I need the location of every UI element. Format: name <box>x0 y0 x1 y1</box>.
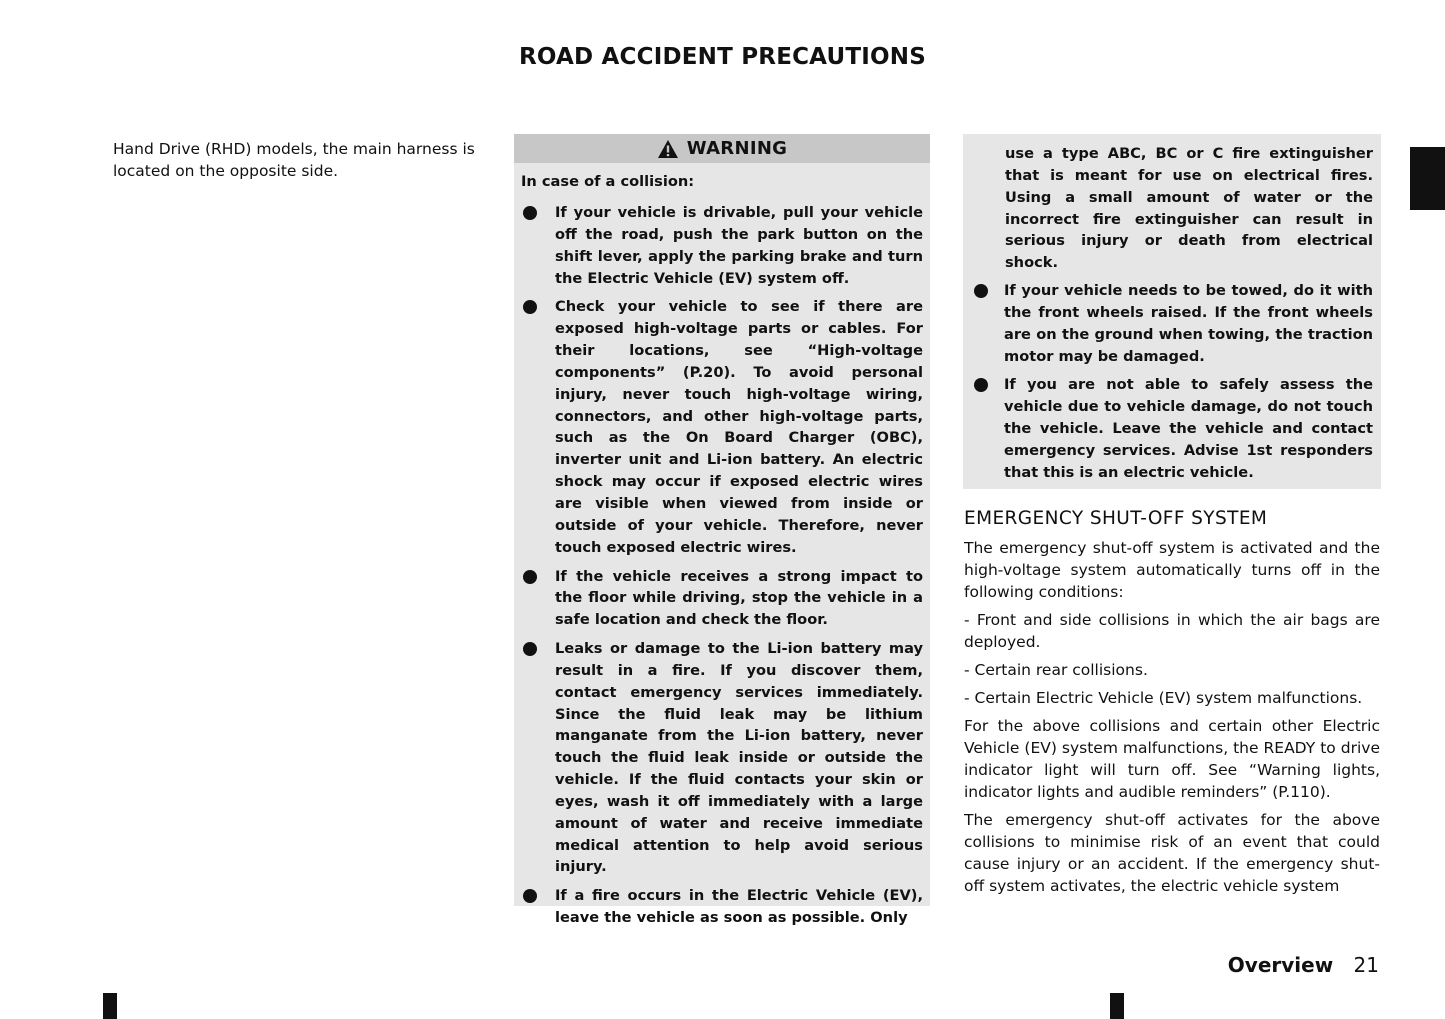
warning-continuation-text: use a type ABC, BC or C fire extinguisher that is meant for use on electrical fires. Using a small amount of water or the incorrect fire extinguisher can result in serious injury or death from electrical shock. <box>1005 145 1373 272</box>
warning-intro: In case of a collision: <box>521 173 695 190</box>
warning-bullet-text: If your vehicle needs to be towed, do it with the front wheels raised. If the front wheels are on the ground when towing, the traction motor may be damaged. <box>1004 282 1373 365</box>
emergency-intro: The emergency shut-off system is activated and the high-voltage system automatically turns off in the following conditions: <box>964 539 1380 601</box>
bullet-dot <box>523 570 537 584</box>
footer-section-name: Overview <box>1227 953 1334 977</box>
warning-bullet-text: Check your vehicle to see if there are exposed high-voltage parts or cables. For their locations, see “High-voltage components” (P.20). To avoid personal injury, never touch high-voltage wiring, connectors, and other high-voltage parts, such as the On Board Charger (OBC), inverter unit and Li-ion battery. An electric shock may occur if exposed electric wires are visible when viewed from inside or outside of your vehicle. Therefore, never touch exposed electric wires. <box>555 298 923 556</box>
left-column <box>113 138 483 182</box>
bullet-dot <box>523 642 537 656</box>
warning-bullet <box>514 296 930 558</box>
crop-mark-right <box>1110 993 1124 1019</box>
section-heading: EMERGENCY SHUT-OFF SYSTEM <box>964 508 1268 529</box>
warning-bullet <box>963 374 1381 483</box>
warning-bullet <box>514 566 930 632</box>
warning-bullet <box>963 280 1381 367</box>
condition-item: - Certain rear collisions. <box>964 661 1148 679</box>
warning-bullet <box>514 202 930 289</box>
warning-title: WARNING <box>686 138 788 159</box>
warning-bullet-text: If you are not able to safely assess the vehicle due to vehicle damage, do not touch the vehicle. Leave the vehicle and contact emergency services. Advise 1st responders that this is an electric vehicle. <box>1004 376 1373 481</box>
emergency-paragraph: For the above collisions and certain other Electric Vehicle (EV) system malfunctions, the READY to drive indicator light will turn off. See “Warning lights, indicator lights and audible reminders” (P.110). <box>964 717 1380 801</box>
warning-continued-box <box>963 134 1381 489</box>
warning-bullet-text: If a fire occurs in the Electric Vehicle (EV), leave the vehicle as soon as possible. Only <box>555 887 923 927</box>
warning-box <box>514 134 930 927</box>
bullet-dot <box>523 206 537 220</box>
condition-item: - Certain Electric Vehicle (EV) system malfunctions. <box>964 689 1363 707</box>
page-footer <box>1228 953 1379 977</box>
warning-bullet-text: Leaks or damage to the Li-ion battery may result in a fire. If you discover them, contact emergency services immediately. Since the fluid leak may be lithium manganate from the Li-ion battery, never touch the fluid leak inside or outside the vehicle. If the fluid contacts your skin or eyes, wash it off immediately with a large amount of water and receive immediate medical attention to help avoid serious injury. <box>555 640 923 876</box>
warning-continued-bullet-list <box>963 280 1381 484</box>
emergency-paragraph: The emergency shut-off activates for the above collisions to minimise risk of an event that could cause injury or an accident. If the emergency shut-off system activates, the electric vehicle system <box>964 811 1380 895</box>
warning-bullet-text: If your vehicle is drivable, pull your vehicle off the road, push the park button on the shift lever, apply the parking brake and turn the Electric Vehicle (EV) system off. <box>555 204 923 287</box>
emergency-section <box>964 508 1380 903</box>
warning-bullet <box>514 885 930 929</box>
bullet-dot <box>523 889 537 903</box>
bullet-dot <box>974 284 988 298</box>
bullet-dot <box>523 300 537 314</box>
condition-item: - Front and side collisions in which the air bags are deployed. <box>964 611 1380 651</box>
warning-triangle-icon <box>657 139 679 159</box>
warning-header <box>514 134 930 163</box>
page-title: ROAD ACCIDENT PRECAUTIONS <box>519 44 926 70</box>
bullet-dot <box>974 378 988 392</box>
chapter-tab-marker <box>1410 147 1445 210</box>
warning-bullet <box>514 638 930 878</box>
warning-bullet-text: If the vehicle receives a strong impact to the floor while driving, stop the vehicle in a safe location and check the floor. <box>555 567 923 629</box>
crop-mark-left <box>103 993 117 1019</box>
page-number: 21 <box>1353 953 1379 977</box>
left-paragraph: Hand Drive (RHD) models, the main harness is located on the opposite side. <box>113 140 475 180</box>
warning-bullet-list <box>514 202 930 929</box>
